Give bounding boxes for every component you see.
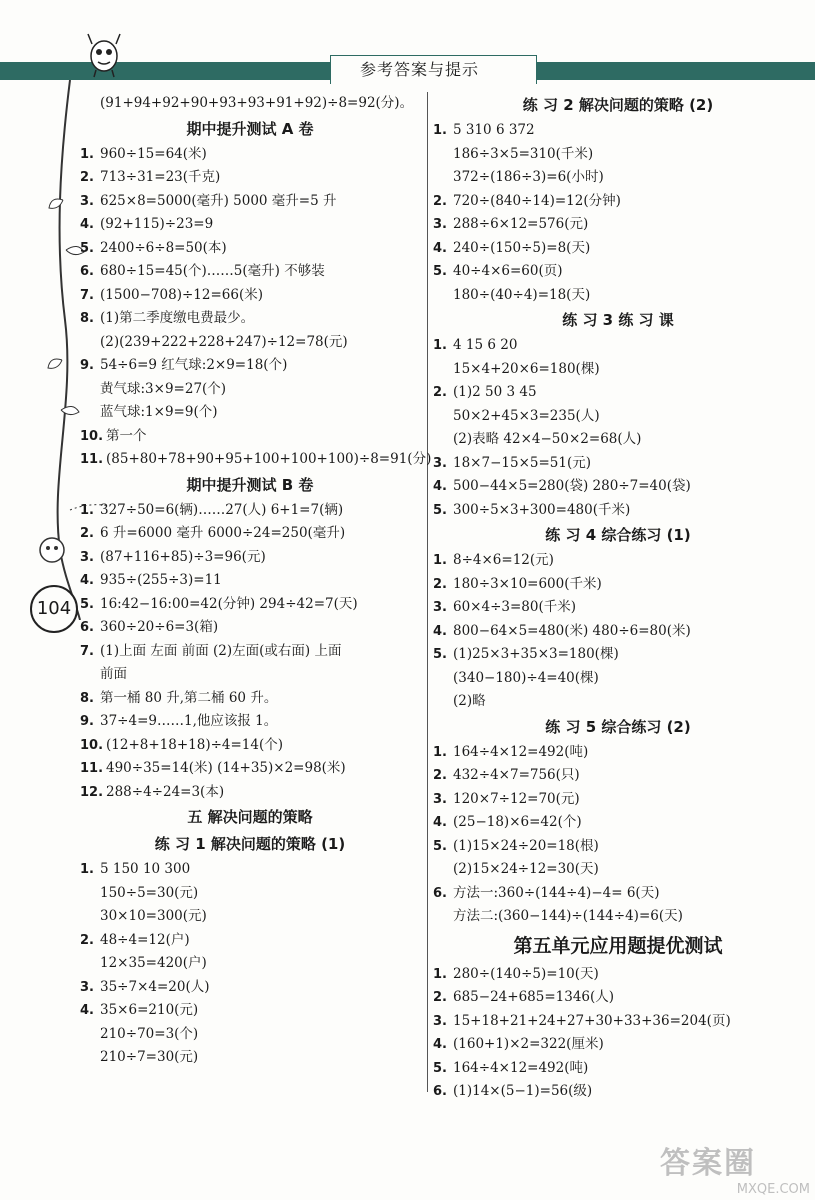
item-number: 1. bbox=[80, 502, 94, 518]
answer-line bbox=[433, 620, 803, 644]
answer-line bbox=[80, 166, 420, 190]
answer-line bbox=[80, 999, 420, 1023]
answer-text: (160+1)×2=322(厘米) bbox=[453, 1036, 604, 1052]
item-number: 5. bbox=[433, 502, 447, 518]
answer-text: (2)略 bbox=[453, 693, 486, 709]
answer-line bbox=[80, 616, 420, 640]
answer-text: 16:42−16:00=42(分钟) 294÷42=7(天) bbox=[100, 595, 358, 612]
answer-text: 960÷15=64(米) bbox=[100, 145, 207, 162]
answer-line bbox=[80, 354, 420, 378]
item-number: 5. bbox=[433, 264, 447, 279]
answer-text: 685−24+685=1346(人) bbox=[453, 989, 615, 1005]
answer-text: (25−18)×6=42(个) bbox=[453, 814, 582, 830]
answer-text: 935÷(255÷3)=11 bbox=[100, 572, 222, 588]
column-divider bbox=[427, 92, 428, 1092]
header-title: 参考答案与提示 bbox=[360, 60, 480, 79]
item-number: 6. bbox=[433, 1084, 447, 1099]
answer-text: 4 15 6 20 bbox=[453, 337, 518, 353]
answer-text: 5 310 6 372 bbox=[453, 122, 535, 138]
answer-line bbox=[433, 358, 803, 382]
answer-text: 164÷4×12=492(吨) bbox=[453, 1059, 589, 1076]
answer-text: 前面 bbox=[100, 666, 127, 682]
answer-line bbox=[80, 1046, 420, 1070]
item-number: 11. bbox=[80, 452, 104, 467]
answer-text: 35÷7×4=20(人) bbox=[100, 978, 210, 995]
item-number: 6. bbox=[80, 264, 94, 279]
item-number: 3. bbox=[433, 791, 447, 807]
answer-line bbox=[433, 882, 803, 906]
item-number: 7. bbox=[80, 643, 94, 659]
answer-line bbox=[80, 952, 420, 976]
answer-text: 黄气球:3×9=27(个) bbox=[100, 380, 227, 397]
answer-line bbox=[80, 425, 420, 449]
answer-line bbox=[433, 213, 803, 237]
item-number: 9. bbox=[80, 358, 94, 373]
answer-line bbox=[80, 929, 420, 953]
answer-line bbox=[80, 143, 420, 167]
item-number: 2. bbox=[80, 932, 94, 948]
item-number: 4. bbox=[80, 217, 94, 232]
answer-line bbox=[80, 331, 420, 355]
page-number: 104 bbox=[30, 585, 78, 633]
item-number: 8. bbox=[80, 311, 94, 326]
answer-text: (1)25×3+35×3=180(棵) bbox=[453, 646, 619, 662]
answer-line bbox=[80, 734, 420, 758]
answer-text: 164÷4×12=492(吨) bbox=[453, 743, 589, 760]
answer-text: 8÷4×6=12(元) bbox=[453, 552, 554, 568]
answer-line bbox=[433, 690, 803, 714]
answer-line bbox=[80, 307, 420, 331]
answer-text: 15+18+21+24+27+30+33+36=204(页) bbox=[453, 1012, 731, 1029]
item-number: 3. bbox=[80, 979, 94, 995]
answer-line bbox=[433, 1033, 803, 1057]
right-column bbox=[433, 92, 803, 1104]
answer-line bbox=[80, 687, 420, 711]
answer-line bbox=[433, 1057, 803, 1081]
item-number: 7. bbox=[80, 287, 94, 303]
answer-line bbox=[80, 448, 432, 472]
answer-text: 50×2+45×3=235(人) bbox=[453, 407, 600, 424]
answer-text: (1)15×24÷20=18(根) bbox=[453, 837, 599, 854]
answer-text: 625×8=5000(毫升) 5000 毫升=5 升 bbox=[100, 192, 337, 209]
answer-line bbox=[80, 858, 420, 882]
item-number: 1. bbox=[433, 123, 447, 138]
answer-line bbox=[80, 663, 420, 687]
answer-text: 方法一:360÷(144÷4)−4= 6(天) bbox=[453, 884, 660, 901]
answer-line bbox=[433, 596, 803, 620]
item-number: 2. bbox=[80, 526, 94, 541]
answer-line bbox=[433, 811, 803, 835]
answer-line bbox=[433, 475, 803, 499]
left-column bbox=[80, 92, 432, 1070]
answer-text: 288÷4÷24=3(本) bbox=[106, 783, 225, 800]
answer-line bbox=[80, 976, 420, 1000]
answer-line bbox=[433, 986, 803, 1010]
answer-line bbox=[80, 499, 420, 523]
answer-text: (85+80+78+90+95+100+100+100)÷8=91(分) bbox=[106, 451, 432, 467]
answer-line bbox=[80, 882, 420, 906]
answer-line bbox=[80, 213, 420, 237]
item-number: 3. bbox=[80, 193, 94, 209]
answer-line bbox=[433, 835, 803, 859]
item-number: 4. bbox=[433, 815, 447, 830]
answer-line bbox=[433, 1080, 803, 1104]
item-number: 2. bbox=[433, 990, 447, 1005]
answer-line bbox=[80, 757, 420, 781]
item-number: 5. bbox=[80, 240, 94, 256]
answer-line bbox=[80, 546, 420, 570]
answer-text: 180÷(40÷4)=18(天) bbox=[453, 286, 591, 303]
answer-line bbox=[433, 143, 803, 167]
item-number: 12. bbox=[80, 784, 104, 800]
answer-line bbox=[80, 569, 420, 593]
answer-line bbox=[433, 905, 803, 929]
answer-text: (1)2 50 3 45 bbox=[453, 384, 537, 400]
item-number: 4. bbox=[80, 573, 94, 588]
section-heading: 练 习 5 综合练习 (2) bbox=[545, 717, 691, 736]
answer-text: (1)上面 左面 前面 (2)左面(或右面) 上面 bbox=[100, 642, 342, 659]
section-heading: 练 习 3 练 习 课 bbox=[562, 311, 674, 329]
answer-text: 288÷6×12=576(元) bbox=[453, 216, 589, 232]
answer-text: 54÷6=9 红气球:2×9=18(个) bbox=[100, 357, 288, 373]
answer-line bbox=[80, 710, 420, 734]
answer-line bbox=[433, 858, 803, 882]
answer-line bbox=[433, 573, 803, 597]
item-number: 3. bbox=[433, 455, 447, 471]
answer-text: 15×4+20×6=180(棵) bbox=[453, 360, 600, 377]
answer-text: 120×7÷12=70(元) bbox=[453, 790, 580, 807]
answer-text: (1)第二季度缴电费最少。 bbox=[100, 310, 255, 326]
answer-line bbox=[80, 640, 420, 664]
answer-line bbox=[80, 781, 420, 805]
answer-text: 210÷70=3(个) bbox=[100, 1025, 199, 1042]
answer-text: (12+8+18+18)÷4=14(个) bbox=[106, 736, 284, 753]
answer-line bbox=[80, 190, 420, 214]
answer-line bbox=[433, 119, 803, 143]
item-number: 4. bbox=[80, 1003, 94, 1018]
answer-text: (87+116+85)÷3=96(元) bbox=[100, 548, 266, 565]
watermark-sub: MXQE.COM bbox=[736, 1182, 810, 1197]
answer-text: 60×4÷3=80(千米) bbox=[453, 599, 577, 615]
answer-text: 蓝气球:1×9=9(个) bbox=[100, 404, 218, 420]
answer-line bbox=[80, 522, 420, 546]
item-number: 1. bbox=[80, 146, 94, 162]
item-number: 3. bbox=[433, 600, 447, 615]
answer-text: 680÷15=45(个)……5(毫升) 不够装 bbox=[100, 263, 325, 279]
answer-line bbox=[433, 405, 803, 429]
answer-text: 210÷7=30(元) bbox=[100, 1049, 199, 1065]
item-number: 2. bbox=[433, 576, 447, 592]
answer-line bbox=[433, 499, 803, 523]
answer-line bbox=[433, 334, 803, 358]
answer-line bbox=[80, 378, 420, 402]
answer-text: 186÷3×5=310(千米) bbox=[453, 145, 594, 162]
answer-text: (91+94+92+90+93+93+91+92)÷8=92(分)。 bbox=[100, 95, 414, 111]
item-number: 10. bbox=[80, 428, 104, 444]
answer-text: 713÷31=23(千克) bbox=[100, 169, 221, 185]
answer-text: 300÷5×3+300=480(千米) bbox=[453, 501, 631, 518]
item-number: 1. bbox=[433, 338, 447, 353]
mascot-icon bbox=[82, 30, 126, 78]
answer-text: (1500−708)÷12=66(米) bbox=[100, 286, 263, 303]
answer-line bbox=[433, 667, 803, 691]
answer-text: 5 150 10 300 bbox=[100, 861, 191, 877]
item-number: 8. bbox=[80, 690, 94, 706]
answer-text: 432÷4×7=756(只) bbox=[453, 767, 580, 783]
answer-line bbox=[80, 401, 420, 425]
answer-text: 150÷5=30(元) bbox=[100, 884, 199, 901]
answer-text: 327÷50=6(辆)……27(人) 6+1=7(辆) bbox=[100, 501, 344, 518]
answer-line bbox=[433, 260, 803, 284]
section-heading: 练 习 1 解决问题的策略 (1) bbox=[154, 835, 346, 853]
answer-line bbox=[433, 788, 803, 812]
answer-text: 800−64×5=480(米) 480÷6=80(米) bbox=[453, 622, 691, 639]
watermark bbox=[660, 1138, 810, 1196]
item-number: 4. bbox=[433, 623, 447, 639]
item-number: 2. bbox=[433, 385, 447, 400]
answer-text: 30×10=300(元) bbox=[100, 908, 207, 924]
answer-text: 方法二:(360−144)÷(144÷4)=6(天) bbox=[453, 908, 683, 924]
item-number: 2. bbox=[433, 768, 447, 783]
section-heading: 五 解决问题的策略 bbox=[187, 808, 313, 826]
item-number: 3. bbox=[433, 217, 447, 232]
item-number: 1. bbox=[433, 966, 447, 982]
answer-line bbox=[80, 284, 420, 308]
answer-line bbox=[80, 92, 420, 116]
item-number: 3. bbox=[80, 549, 94, 565]
answer-line bbox=[80, 593, 420, 617]
answer-text: (2)15×24÷12=30(天) bbox=[453, 861, 599, 877]
unit-test-heading: 第五单元应用题提优测试 bbox=[513, 934, 723, 957]
item-number: 1. bbox=[433, 553, 447, 568]
item-number: 10. bbox=[80, 737, 104, 753]
answer-line bbox=[80, 260, 420, 284]
answer-line bbox=[433, 963, 803, 987]
answer-text: 40÷4×6=60(页) bbox=[453, 263, 563, 279]
answer-line bbox=[433, 741, 803, 765]
watermark-main: 答案圈 bbox=[660, 1146, 756, 1181]
answer-text: 240÷(150÷5)=8(天) bbox=[453, 239, 591, 256]
item-number: 1. bbox=[433, 744, 447, 760]
answer-line bbox=[433, 643, 803, 667]
answer-line bbox=[433, 284, 803, 308]
item-number: 9. bbox=[80, 714, 94, 729]
item-number: 5. bbox=[433, 647, 447, 662]
answer-line bbox=[80, 905, 420, 929]
answer-line bbox=[433, 166, 803, 190]
item-number: 5. bbox=[80, 596, 94, 612]
answer-line bbox=[433, 237, 803, 261]
item-number: 4. bbox=[433, 240, 447, 256]
answer-text: 37÷4=9……1,他应该报 1。 bbox=[100, 713, 278, 729]
item-number: 4. bbox=[433, 479, 447, 494]
item-number: 1. bbox=[80, 862, 94, 877]
item-number: 11. bbox=[80, 761, 104, 776]
answer-text: 第一桶 80 升,第二桶 60 升。 bbox=[100, 689, 278, 706]
answer-line bbox=[80, 1023, 420, 1047]
section-heading: 练 习 4 综合练习 (1) bbox=[545, 526, 691, 544]
item-number: 6. bbox=[80, 620, 94, 635]
answer-line bbox=[80, 237, 420, 261]
answer-text: 48÷4=12(户) bbox=[100, 931, 190, 948]
answer-text: 2400÷6÷8=50(本) bbox=[100, 239, 227, 256]
item-number: 2. bbox=[433, 193, 447, 209]
answer-line bbox=[433, 381, 803, 405]
answer-text: 12×35=420(户) bbox=[100, 955, 207, 971]
section-heading: 期中提升测试 B 卷 bbox=[186, 475, 314, 494]
answer-line bbox=[433, 764, 803, 788]
answer-text: (92+115)÷23=9 bbox=[100, 216, 214, 232]
answer-text: (2)(239+222+228+247)÷12=78(元) bbox=[100, 333, 348, 350]
answer-text: 第一个 bbox=[106, 427, 147, 444]
answer-line bbox=[433, 428, 803, 452]
item-number: 6. bbox=[433, 885, 447, 901]
answer-text: 280÷(140÷5)=10(天) bbox=[453, 965, 599, 982]
answer-text: 490÷35=14(米) (14+35)×2=98(米) bbox=[106, 760, 346, 776]
item-number: 3. bbox=[433, 1013, 447, 1029]
section-heading: 练 习 2 解决问题的策略 (2) bbox=[522, 96, 714, 114]
answer-text: (2)表略 42×4−50×2=68(人) bbox=[453, 431, 642, 447]
item-number: 5. bbox=[433, 838, 447, 854]
answer-text: (1)14×(5−1)=56(级) bbox=[453, 1083, 593, 1099]
answer-text: 500−44×5=280(袋) 280÷7=40(袋) bbox=[453, 478, 691, 494]
answer-text: 35×6=210(元) bbox=[100, 1002, 199, 1018]
item-number: 2. bbox=[80, 170, 94, 185]
section-heading: 期中提升测试 A 卷 bbox=[186, 119, 314, 138]
item-number: 5. bbox=[433, 1060, 447, 1076]
answer-text: 180÷3×10=600(千米) bbox=[453, 575, 602, 592]
answer-line bbox=[433, 452, 803, 476]
answer-text: 372÷(186÷3)=6(小时) bbox=[453, 169, 604, 185]
answer-line bbox=[433, 549, 803, 573]
answer-text: 6 升=6000 毫升 6000÷24=250(毫升) bbox=[100, 525, 346, 541]
answer-text: (340−180)÷4=40(棵) bbox=[453, 669, 599, 686]
answer-text: 360÷20÷6=3(箱) bbox=[100, 619, 219, 635]
item-number: 4. bbox=[433, 1037, 447, 1052]
answer-text: 720÷(840÷14)=12(分钟) bbox=[453, 192, 621, 209]
answer-line bbox=[433, 190, 803, 214]
answer-line bbox=[433, 1010, 803, 1034]
answer-text: 18×7−15×5=51(元) bbox=[453, 454, 591, 471]
